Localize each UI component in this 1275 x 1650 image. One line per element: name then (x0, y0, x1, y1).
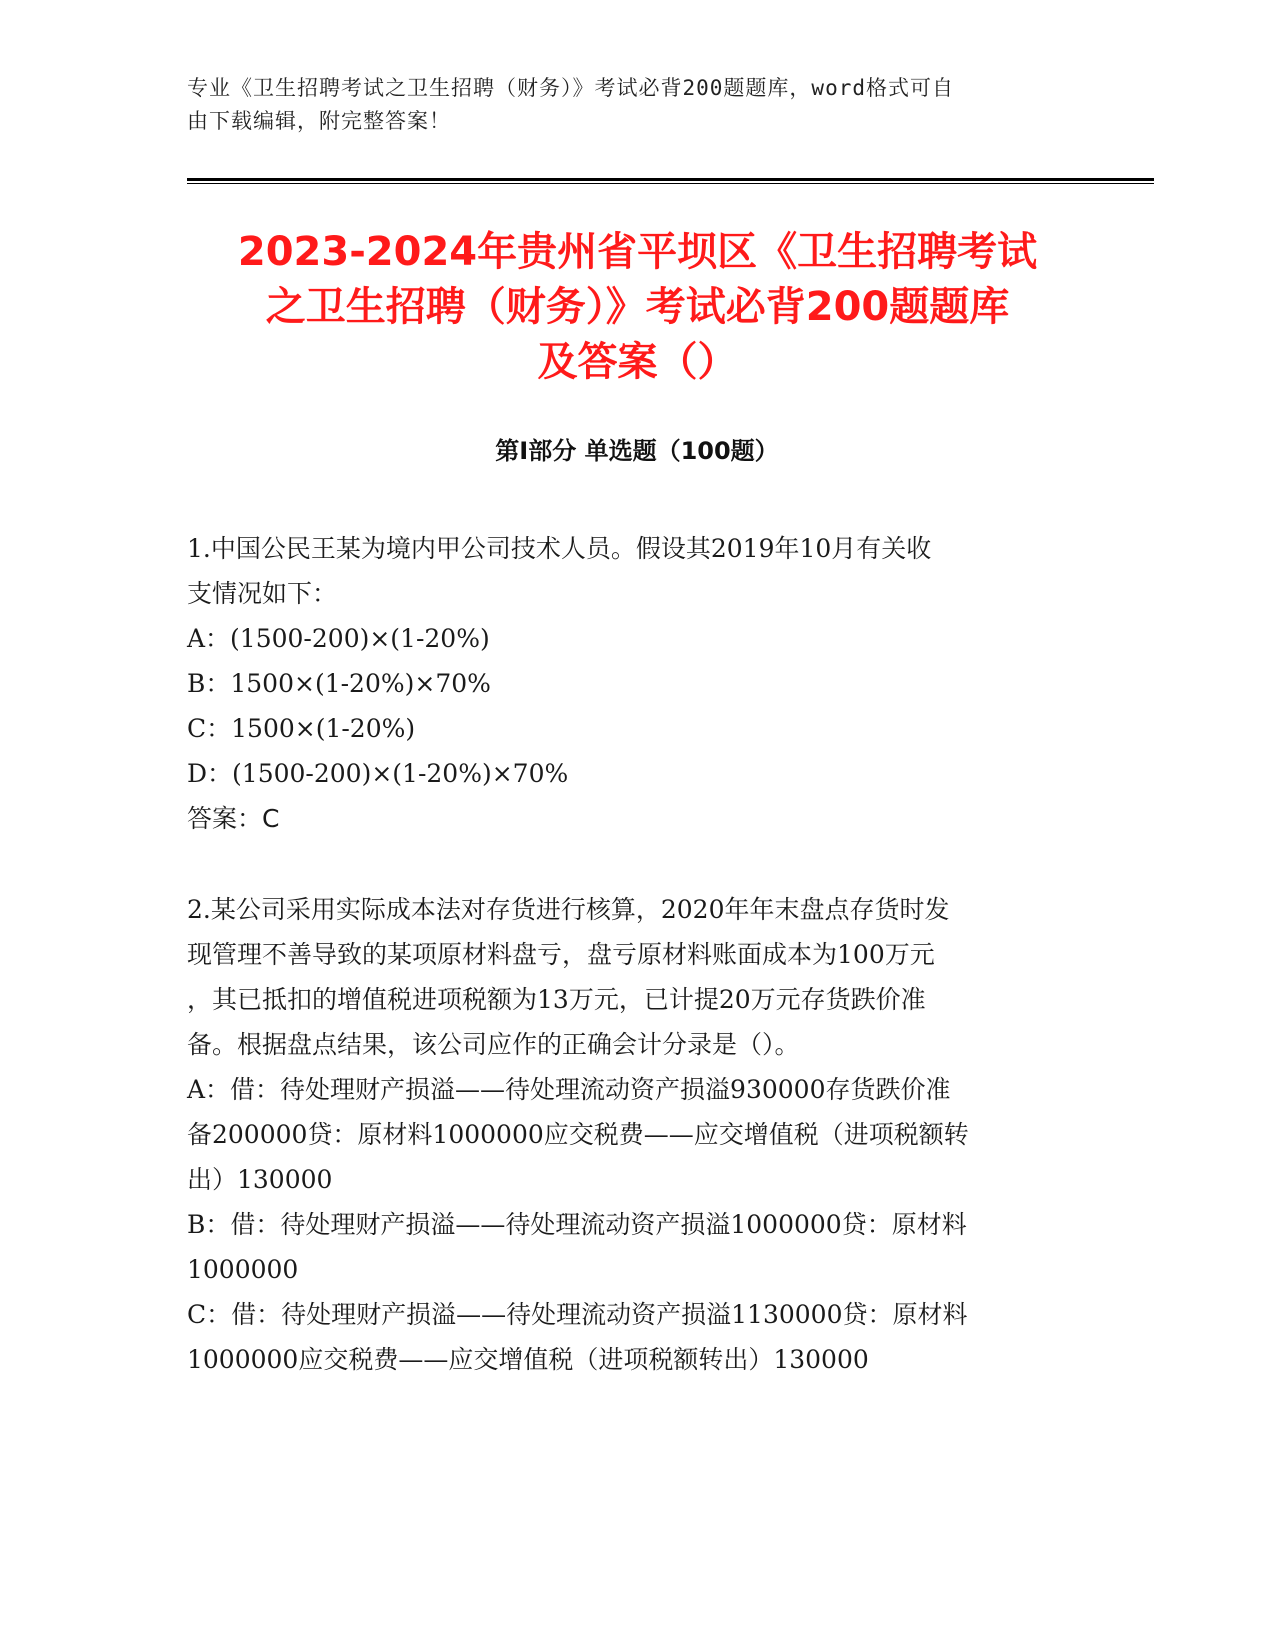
header-divider-thick (187, 178, 1154, 181)
question-1 (187, 526, 1067, 841)
question-stem-line: ，其已抵扣的增值税进项税额为13万元，已计提20万元存货跌价准 (187, 985, 926, 1014)
option-a-line: A：借：待处理财产损溢——待处理流动资产损溢930000存货跌价准 (187, 1075, 951, 1104)
question-stem-line: 现管理不善导致的某项原材料盘亏，盘亏原材料账面成本为100万元 (187, 940, 935, 969)
header-note-line-1: 专业《卫生招聘考试之卫生招聘（财务）》考试必背200题题库，word格式可自 (187, 76, 954, 100)
option-c-line: 1000000应交税费——应交增值税（进项税额转出）130000 (187, 1345, 869, 1374)
option-b: B：1500×(1-20%)×70% (187, 669, 491, 698)
question-stem-line: 1.中国公民王某为境内甲公司技术人员。假设其2019年10月有关收 (187, 534, 932, 563)
question-stem-line: 备。根据盘点结果，该公司应作的正确会计分录是（）。 (187, 1030, 800, 1059)
header-note (187, 72, 1087, 138)
document-title-line-1: 2023-2024年贵州省平坝区《卫生招聘考试 (237, 229, 1038, 275)
option-c-line: C：借：待处理财产损溢——待处理流动资产损溢1130000贷：原材料 (187, 1300, 968, 1329)
option-b-line: B：借：待处理财产损溢——待处理流动资产损溢1000000贷：原材料 (187, 1210, 967, 1239)
document-title (170, 225, 1105, 390)
question-stem-line: 支情况如下： (187, 579, 338, 608)
option-a: A：(1500-200)×(1-20%) (187, 624, 490, 653)
header-note-line-2: 由下载编辑，附完整答案！ (187, 109, 451, 133)
question-2 (187, 887, 1067, 1382)
answer-line: 答案：C (187, 804, 280, 833)
section-heading: 第Ⅰ部分 单选题（100题） (495, 437, 779, 465)
option-c: C：1500×(1-20%) (187, 714, 416, 743)
document-title-line-3: 及答案（） (537, 339, 738, 385)
option-d: D：(1500-200)×(1-20%)×70% (187, 759, 569, 788)
header-divider-thin (187, 183, 1154, 184)
document-title-line-2: 之卫生招聘（财务）》考试必背200题题库 (265, 284, 1010, 330)
question-stem-line: 2.某公司采用实际成本法对存货进行核算，2020年年末盘点存货时发 (187, 895, 950, 924)
option-a-line: 备200000贷：原材料1000000应交税费——应交增值税（进项税额转 (187, 1120, 969, 1149)
option-a-line: 出）130000 (187, 1165, 333, 1194)
option-b-line: 1000000 (187, 1255, 299, 1284)
